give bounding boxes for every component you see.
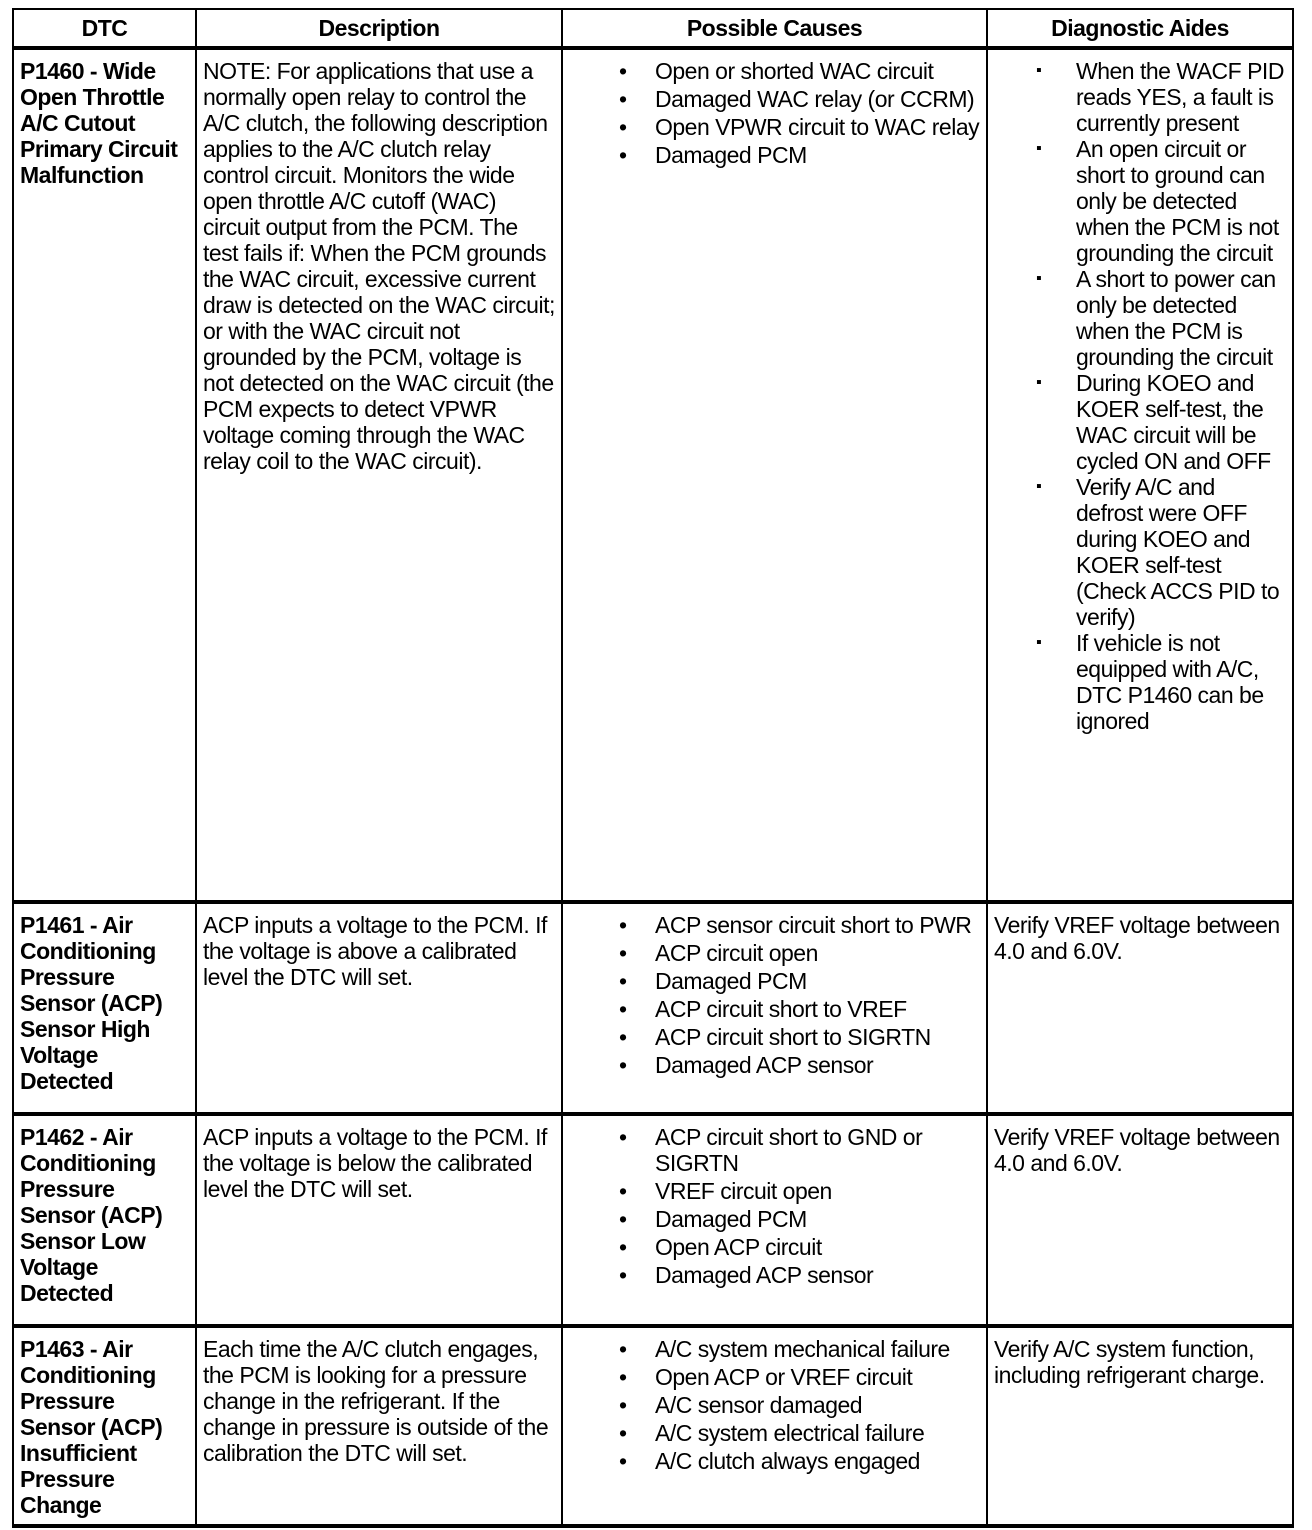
cause-item: • VREF circuit open: [655, 1178, 980, 1204]
aide-item: ▪ If vehicle is not equipped with A/C, DTC P1460 can be ignored: [1076, 630, 1286, 734]
cause-item: • Damaged WAC relay (or CCRM): [655, 86, 980, 112]
table-row: [13, 1326, 1293, 1526]
cause-item: • Damaged ACP sensor: [655, 1262, 980, 1288]
causes-list: [569, 58, 980, 168]
aide-item: ▪ During KOEO and KOER self-test, the WAC circuit will be cycled ON and OFF: [1076, 370, 1286, 474]
cause-item: • A/C system electrical failure: [655, 1420, 980, 1446]
table-row: [13, 48, 1293, 902]
cause-item: • ACP circuit open: [655, 940, 980, 966]
causes-list: [569, 912, 980, 1078]
cause-item: • Open ACP circuit: [655, 1234, 980, 1260]
cause-item: • Damaged PCM: [655, 1206, 980, 1232]
cause-item: • Open ACP or VREF circuit: [655, 1364, 980, 1390]
dtc-code-cell: P1461 - Air Conditioning Pressure Sensor (ACP) Sensor High Voltage Detected: [13, 902, 196, 1114]
header-dtc: DTC: [13, 9, 196, 48]
description-cell: NOTE: For applications that use a normally open relay to control the A/C clutch, the following description applies to the A/C clutch relay control circuit. Monitors the wide open throttle A/C cutoff (WAC) circuit output from the PCM. The test fails if: When the PCM grounds the WAC circuit, excessive current draw is detected on the WAC circuit; or with the WAC circuit not grounded by the PCM, voltage is not detected on the WAC circuit (the PCM expects to detect VPWR voltage coming through the WAC relay coil to the WAC circuit).: [196, 48, 562, 902]
dtc-table: [12, 8, 1294, 1528]
aides-cell: Verify VREF voltage between 4.0 and 6.0V.: [987, 1114, 1293, 1326]
cause-item: • ACP circuit short to VREF: [655, 996, 980, 1022]
header-possible-causes: Possible Causes: [562, 9, 987, 48]
description-cell: ACP inputs a voltage to the PCM. If the voltage is below the calibrated level the DTC will set.: [196, 1114, 562, 1326]
dtc-code-cell: P1460 - Wide Open Throttle A/C Cutout Primary Circuit Malfunction: [13, 48, 196, 902]
table-row: [13, 1114, 1293, 1326]
cause-item: • ACP sensor circuit short to PWR: [655, 912, 980, 938]
aide-item: ▪ A short to power can only be detected when the PCM is grounding the circuit: [1076, 266, 1286, 370]
dtc-code-cell: P1463 - Air Conditioning Pressure Sensor (ACP) Insufficient Pressure Change: [13, 1326, 196, 1526]
aides-list: [994, 58, 1286, 734]
causes-list: [569, 1124, 980, 1288]
causes-list: [569, 1336, 980, 1474]
aides-cell: [987, 48, 1293, 902]
header-diagnostic-aides: Diagnostic Aides: [987, 9, 1293, 48]
cause-item: • Open VPWR circuit to WAC relay: [655, 114, 980, 140]
aide-item: ▪ Verify A/C and defrost were OFF during KOEO and KOER self-test (Check ACCS PID to verify): [1076, 474, 1286, 630]
header-row: [13, 9, 1293, 48]
cause-item: • Damaged PCM: [655, 968, 980, 994]
cause-item: • Open or shorted WAC circuit: [655, 58, 980, 84]
cause-item: • Damaged ACP sensor: [655, 1052, 980, 1078]
cause-item: • ACP circuit short to SIGRTN: [655, 1024, 980, 1050]
aides-cell: Verify VREF voltage between 4.0 and 6.0V.: [987, 902, 1293, 1114]
description-cell: Each time the A/C clutch engages, the PCM is looking for a pressure change in the refrigerant. If the change in pressure is outside of the calibration the DTC will set.: [196, 1326, 562, 1526]
aide-item: ▪ When the WACF PID reads YES, a fault is currently present: [1076, 58, 1286, 136]
cause-item: • ACP circuit short to GND or SIGRTN: [655, 1124, 980, 1176]
cause-item: • Damaged PCM: [655, 142, 980, 168]
aide-item: ▪ An open circuit or short to ground can only be detected when the PCM is not grounding the circuit: [1076, 136, 1286, 266]
causes-cell: [562, 902, 987, 1114]
cause-item: • A/C clutch always engaged: [655, 1448, 980, 1474]
header-description: Description: [196, 9, 562, 48]
table-row: [13, 902, 1293, 1114]
causes-cell: [562, 48, 987, 902]
cause-item: • A/C system mechanical failure: [655, 1336, 980, 1362]
description-cell: ACP inputs a voltage to the PCM. If the voltage is above a calibrated level the DTC will set.: [196, 902, 562, 1114]
dtc-code-cell: P1462 - Air Conditioning Pressure Sensor (ACP) Sensor Low Voltage Detected: [13, 1114, 196, 1326]
aides-cell: Verify A/C system function, including refrigerant charge.: [987, 1326, 1293, 1526]
cause-item: • A/C sensor damaged: [655, 1392, 980, 1418]
causes-cell: [562, 1326, 987, 1526]
causes-cell: [562, 1114, 987, 1326]
